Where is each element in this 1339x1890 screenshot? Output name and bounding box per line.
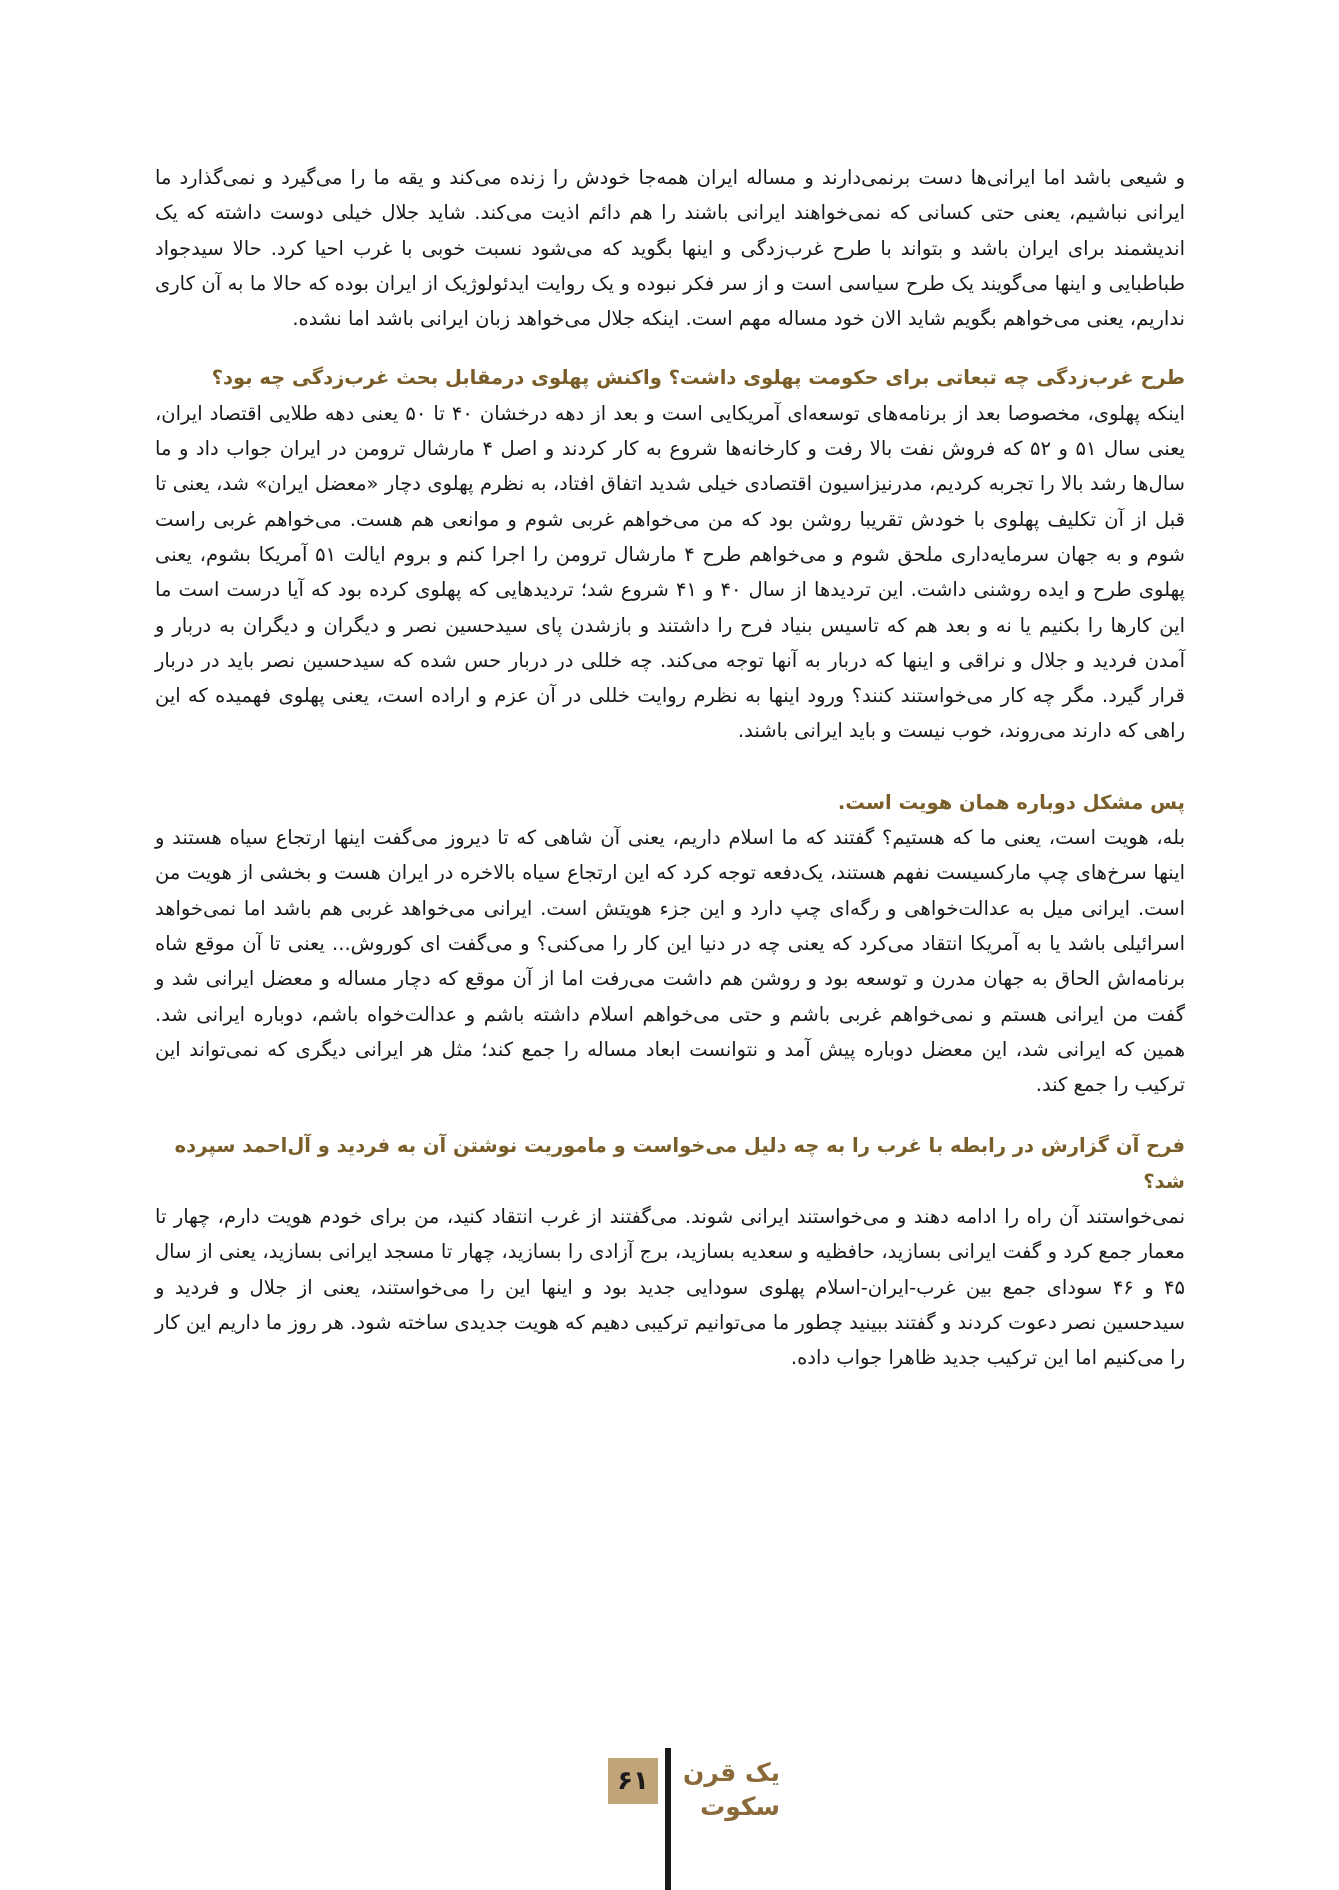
- section-paragraph: نمی‌خواستند آن راه را ادامه دهند و می‌خواستند ایرانی شوند. می‌گفتند از غرب انتقاد کنید، من برای خودم هویت دارم، چهار تا معمار جمع کرد و گفت ایرانی بسازید، حافظیه و سعدیه بسازید، برج آزادی را بسازید، چهار تا مسجد ایرانی بسازید، یعنی از سال ۴۵ و ۴۶ سودای جمع بین غرب-ایران-اسلام پهلوی سودایی جدید بود و اینها این را می‌خواستند، یعنی از جلال و فردید و سیدحسین نصر دعوت کردند و گفتند ببینید چطور ما می‌توانیم ترکیبی دهیم که هویت جدیدی ساخته شود. هر روز ما داریم این کار را می‌کنیم اما این ترکیب جدید ظاهرا جواب داده.: [155, 1205, 1185, 1370]
- article-body: [155, 160, 1185, 1376]
- section-paragraph: بله، هویت است، یعنی ما که هستیم؟ گفتند که ما اسلام داریم، یعنی آن شاهی که تا دیروز می‌گفت اینها ارتجاع سیاه هستند و اینها سرخ‌های چپ مارکسیست نفهم هستند، یک‌دفعه توجه کرد که این ارتجاع سیاه بالاخره در ایران هست و بخشی از هویت من است. ایرانی میل به عدالت‌خواهی و رگه‌ای چپ دارد و این جزء هویتش است. ایرانی می‌خواهد غربی هم باشد اما نمی‌خواهد اسرائیلی باشد یا به آمریکا انتقاد می‌کرد که یعنی چه در دنیا این کار را می‌کنی؟ و می‌گفت ای کوروش... یعنی تا آن موقع شاه برنامه‌اش الحاق به جهان مدرن و توسعه بود و روشن هم داشت می‌رفت اما از آن موقع که دچار مساله و معضل ایرانی شد و گفت من ایرانی هستم و نمی‌خواهم غربی باشم و حتی می‌خواهم اسلام داشته باشم و عدالت‌خواه باشم، دوباره ایرانی شد. همین که ایرانی شد، این معضل دوباره پیش آمد و نتوانست ابعاد مساله را جمع کند؛ مثل هر ایرانی دیگری که نمی‌تواند این ترکیب را جمع کند.: [155, 826, 1185, 1097]
- book-title: [680, 1756, 780, 1824]
- section-identity-problem: [155, 785, 1185, 1103]
- section-farah-report: [155, 1128, 1185, 1375]
- intro-paragraph: و شیعی باشد اما ایرانی‌ها دست برنمی‌دارند و مساله ایران همه‌جا خودش را زنده می‌کند و یقه ما را می‌گیرد و نمی‌گذارد ما ایرانی نباشیم، یعنی حتی کسانی که نمی‌خواهند ایرانی باشند را هم دائم اذیت می‌کند. شاید جلال خیلی دوست داشته که یک اندیشمند برای ایران باشد و بتواند با طرح غرب‌زدگی و اینها بگوید که می‌شود نسبت خوبی با غرب احیا کرد. حالا سیدجواد طباطبایی و اینها می‌گویند یک طرح سیاسی است و از سر فکر نبوده و یک روایت ایدئولوژیک از ایران بوده که حالا ما به آن کاری نداریم، یعنی می‌خواهم بگویم شاید الان خود مساله مهم است. اینکه جلال می‌خواهد زبان ایرانی باشد اما نشده.: [155, 166, 1185, 331]
- page-footer: [0, 1748, 1339, 1890]
- section-heading: پس مشکل دوباره همان هویت است.: [837, 790, 1185, 814]
- section-paragraph: اینکه پهلوی، مخصوصا بعد از برنامه‌های توسعه‌ای آمریکایی است و بعد از دهه درخشان ۴۰ تا ۵۰ یعنی دهه طلایی اقتصاد ایران، یعنی سال ۵۱ و ۵۲ که فروش نفت بالا رفت و کارخانه‌ها شروع به کار کردند و اصل ۴ مارشال ترومن در ایران جواب داد و ما سال‌ها رشد بالا را تجربه کردیم، مدرنیزاسیون اقتصادی خیلی شدید اتفاق افتاد، به نظرم پهلوی دچار «معضل ایران» شد، یعنی تا قبل از آن تکلیف پهلوی با خودش تقریبا روشن بود که من می‌خواهم غربی شوم و موانعی هم هست. می‌خواهم غربی راست شوم و به جهان سرمایه‌داری ملحق شوم و می‌خواهم طرح ۴ مارشال ترومن را اجرا کنم و بروم ایالت ۵۱ آمریکا بشوم، یعنی پهلوی طرح و ایده روشنی داشت. این تردیدها از سال ۴۰ و ۴۱ شروع شد؛ تردیدهایی که پهلوی کرده بود که آیا درست است ما این کارها را بکنیم یا نه و بعد هم که تاسیس بنیاد فرح را داشتند و بازشدن پای سیدحسین نصر و دیگران و دیگران به دربار و آمدن فردید و جلال و نراقی و اینها که دربار به آنها توجه می‌کند. چه خللی در دربار حس شده که سیدحسین نصر باید در دربار قرار گیرد. مگر چه کار می‌خواستند کنند؟ ورود اینها به نظرم روایت خللی در آن عزم و اراده است، یعنی پهلوی فهمیده که این راهی که دارند می‌روند، خوب نیست و باید ایرانی باشند.: [155, 401, 1186, 743]
- section-heading: فرح آن گزارش در رابطه با غرب را به چه دلیل می‌خواست و ماموریت نوشتن آن به فردید و آل‌احمد سپرده شد؟: [174, 1134, 1185, 1193]
- book-title-line-1: یک قرن: [683, 1758, 780, 1787]
- section-heading: طرح غرب‌زدگی چه تبعاتی برای حکومت پهلوی داشت؟ واکنش پهلوی درمقابل بحث غرب‌زدگی چه بود؟: [211, 366, 1185, 390]
- section-westoxification-consequences: [155, 360, 1185, 748]
- page-number: ۶۱: [608, 1758, 658, 1804]
- book-title-line-2: سکوت: [700, 1792, 780, 1821]
- footer-divider: [665, 1748, 671, 1890]
